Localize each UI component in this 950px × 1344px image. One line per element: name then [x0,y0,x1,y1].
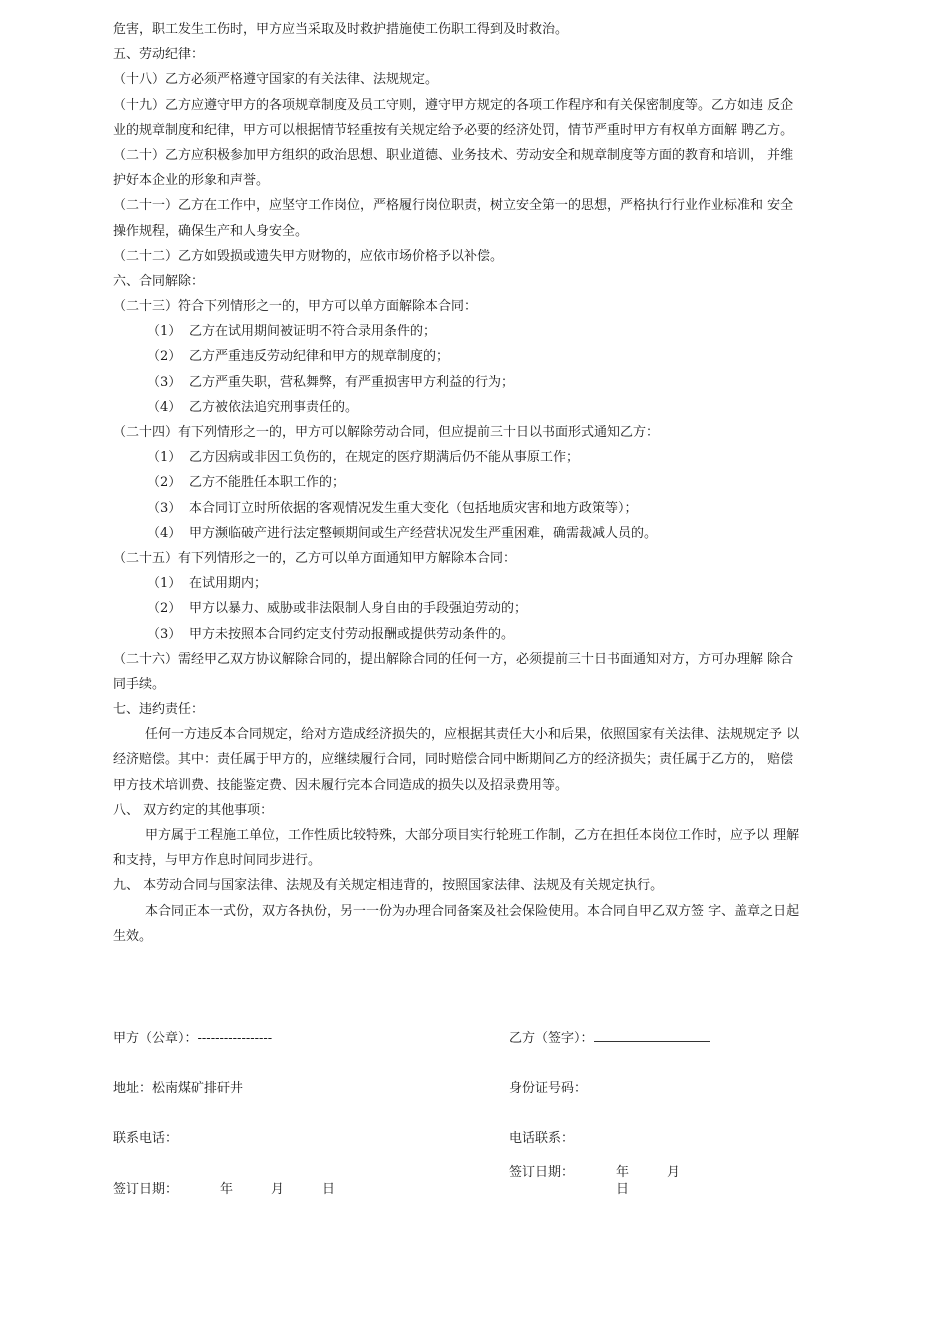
contract-body [113,17,849,949]
party-a-address-value: 松南煤矿排矸井 [152,1081,244,1096]
party-a-phone-label: 联系电话： [113,1131,179,1146]
line-text: （二十四）有下列情形之一的，甲方可以解除劳动合同，但应提前三十日以书面形式通知乙方： [113,425,660,440]
list-item [113,496,849,521]
line-text: 乙方严重违反劳动纪律和甲方的规章制度的； [189,349,450,365]
paragraph-line [113,17,849,42]
line-text: 甲方以暴力、威胁或非法限制人身自由的手段强迫劳动的； [189,601,528,617]
list-item-number: （3） [147,500,182,516]
line-text: 本合同订立时所依据的客观情况发生重大变化（包括地质灾害和地方政策等）； [189,500,638,516]
paragraph-line [113,773,849,798]
paragraph-line [113,143,849,168]
paragraph-line [113,420,849,445]
line-text: 乙方在试用期间被证明不符合录用条件的； [189,324,437,340]
list-item-number: （1） [147,576,182,592]
paragraph-line [113,823,849,848]
party-a-date-month: 月 [271,1182,285,1197]
party-b-date-row [509,1161,680,1180]
paragraph-line [113,747,849,772]
line-text: 操作规程，确保生产和人身安全。 [113,223,309,239]
party-b-date-year: 年 [616,1165,630,1180]
line-text: 乙方因病或非因工负伤的，在规定的医疗期满后仍不能从事原工作； [189,450,580,466]
party-b-date-label: 签订日期： [509,1165,575,1180]
line-text: （十八）乙方必须严格遵守国家的有关法律、法规规定。 [113,72,439,88]
paragraph-line [113,269,849,294]
party-b-id-label: 身份证号码： [509,1081,588,1096]
list-item [113,521,849,546]
party-b-sign-row [509,1027,710,1046]
line-text: 乙方被依法追究刑事责任的。 [189,399,359,415]
list-item [113,596,849,621]
line-text: 乙方不能胜任本职工作的； [189,475,346,491]
line-text: 生效。 [113,928,153,944]
paragraph-line [113,42,849,67]
line-text: （二十一）乙方在工作中，应坚守工作岗位，严格履行岗位职责，树立安全第一的思想，严格执行行业作业标准和 安全 [113,198,794,214]
line-text: 在试用期内； [189,576,268,592]
line-text: （二十二）乙方如毁损或遗失甲方财物的，应依市场价格予以补偿。 [113,248,504,264]
line-text: 九、 本劳动合同与国家法律、法规及有关规定相违背的，按照国家法律、法规及有关规定执行。 [113,878,664,894]
party-a-address-row [113,1077,243,1096]
party-b-date-month: 月 [667,1165,681,1180]
list-item-number: （4） [147,525,182,541]
paragraph-line [113,193,849,218]
paragraph-line [113,798,849,823]
paragraph-line [113,873,849,898]
paragraph-line [113,546,849,571]
paragraph-line [113,118,849,143]
line-text: 业的规章制度和纪律，甲方可以根据情节轻重按有关规定给予必要的经济处罚，情节严重时甲方有权单方面解 聘乙方。 [113,122,794,138]
line-text: （十九）乙方应遵守甲方的各项规章制度及员工守则，遵守甲方规定的各项工作程序和有关保密制度等。乙方如违 反企 [113,97,794,113]
paragraph-line [113,168,849,193]
line-text: （二十）乙方应积极参加甲方组织的政治思想、职业道德、业务技术、劳动安全和规章制度等方面的教育和培训， 并维 [113,147,794,163]
paragraph-line [113,647,849,672]
line-text: 甲方技术培训费、技能鉴定费、因未履行完本合同造成的损失以及招录费用等。 [113,777,569,793]
party-a-date-label: 签订日期： [113,1182,179,1197]
line-text: 七、违约责任： [113,702,205,718]
paragraph-line [113,899,849,924]
party-b-sign-line [594,1029,710,1042]
line-text: 经济赔偿。其中：责任属于甲方的，应继续履行合同，同时赔偿合同中断期间乙方的经济损失；责任属于乙方的， 赔偿 [113,752,794,768]
line-text: （二十三）符合下列情形之一的，甲方可以单方面解除本合同： [113,299,478,315]
line-text: 同手续。 [113,676,166,692]
paragraph-line [113,294,849,319]
list-item [113,445,849,470]
party-a-address-label: 地址： [113,1081,153,1096]
list-item-number: （3） [147,374,182,390]
paragraph-line [113,244,849,269]
line-text: 护好本企业的形象和声誉。 [113,173,270,189]
line-text: 五、劳动纪律： [113,47,205,63]
paragraph-line [113,67,849,92]
list-item-number: （2） [147,475,182,491]
paragraph-line [113,219,849,244]
line-text: 甲方濒临破产进行法定整顿期间或生产经营状况发生严重困难，确需裁减人员的。 [189,525,658,541]
line-text: 八、 双方约定的其他事项： [113,802,274,818]
line-text: 危害，职工发生工伤时，甲方应当采取及时救护措施使工伤职工得到及时救治。 [113,22,569,37]
list-item-number: （1） [147,324,182,340]
line-text: 甲方属于工程施工单位，工作性质比较特殊，大部分项目实行轮班工作制，乙方在担任本岗位工作时，应予以 理解 [145,828,800,843]
party-a-date-row [113,1178,335,1197]
list-item [113,319,849,344]
line-text: 六、合同解除： [113,273,205,289]
list-item [113,470,849,495]
line-text: 乙方严重失职，营私舞弊，有严重损害甲方利益的行为； [189,374,515,390]
line-text: 和支持，与甲方作息时间同步进行。 [113,853,322,869]
party-a-seal-row [113,1027,272,1046]
list-item [113,370,849,395]
line-text: 甲方未按照本合同约定支付劳动报酬或提供劳动条件的。 [189,626,515,642]
paragraph-line [113,924,849,949]
list-item-number: （1） [147,450,182,466]
line-text: 任何一方违反本合同规定，给对方造成经济损失的，应根据其责任大小和后果，依照国家有关法律、法规规定予 以 [145,727,800,743]
list-item [113,395,849,420]
party-b-sign-label: 乙方（签字）： [509,1031,594,1046]
list-item [113,622,849,647]
party-a-date-day: 日 [322,1182,336,1197]
list-item [113,571,849,596]
party-a-seal-line: ----------------- [197,1031,273,1046]
list-item-number: （2） [147,349,182,365]
party-b-phone-label: 电话联系： [509,1131,575,1146]
party-a-date-year: 年 [220,1182,234,1197]
paragraph-line [113,697,849,722]
line-text: （二十五）有下列情形之一的，乙方可以单方面通知甲方解除本合同： [113,550,517,566]
list-item-number: （2） [147,601,182,617]
paragraph-line [113,848,849,873]
line-text: （二十六）需经甲乙双方协议解除合同的，提出解除合同的任何一方，必须提前三十日书面通知对方，方可办理解 除合 [113,651,794,667]
paragraph-line [113,93,849,118]
party-a-seal-label: 甲方（公章）： [113,1031,198,1046]
list-item [113,344,849,369]
paragraph-line [113,672,849,697]
party-b-date-day: 日 [616,1182,630,1197]
list-item-number: （4） [147,399,182,415]
paragraph-line [113,722,849,747]
list-item-number: （3） [147,626,182,642]
line-text: 本合同正本一式份，双方各执份，另一一份为办理合同备案及社会保险使用。本合同自甲乙双方签 字、盖章之日起 [145,903,800,919]
